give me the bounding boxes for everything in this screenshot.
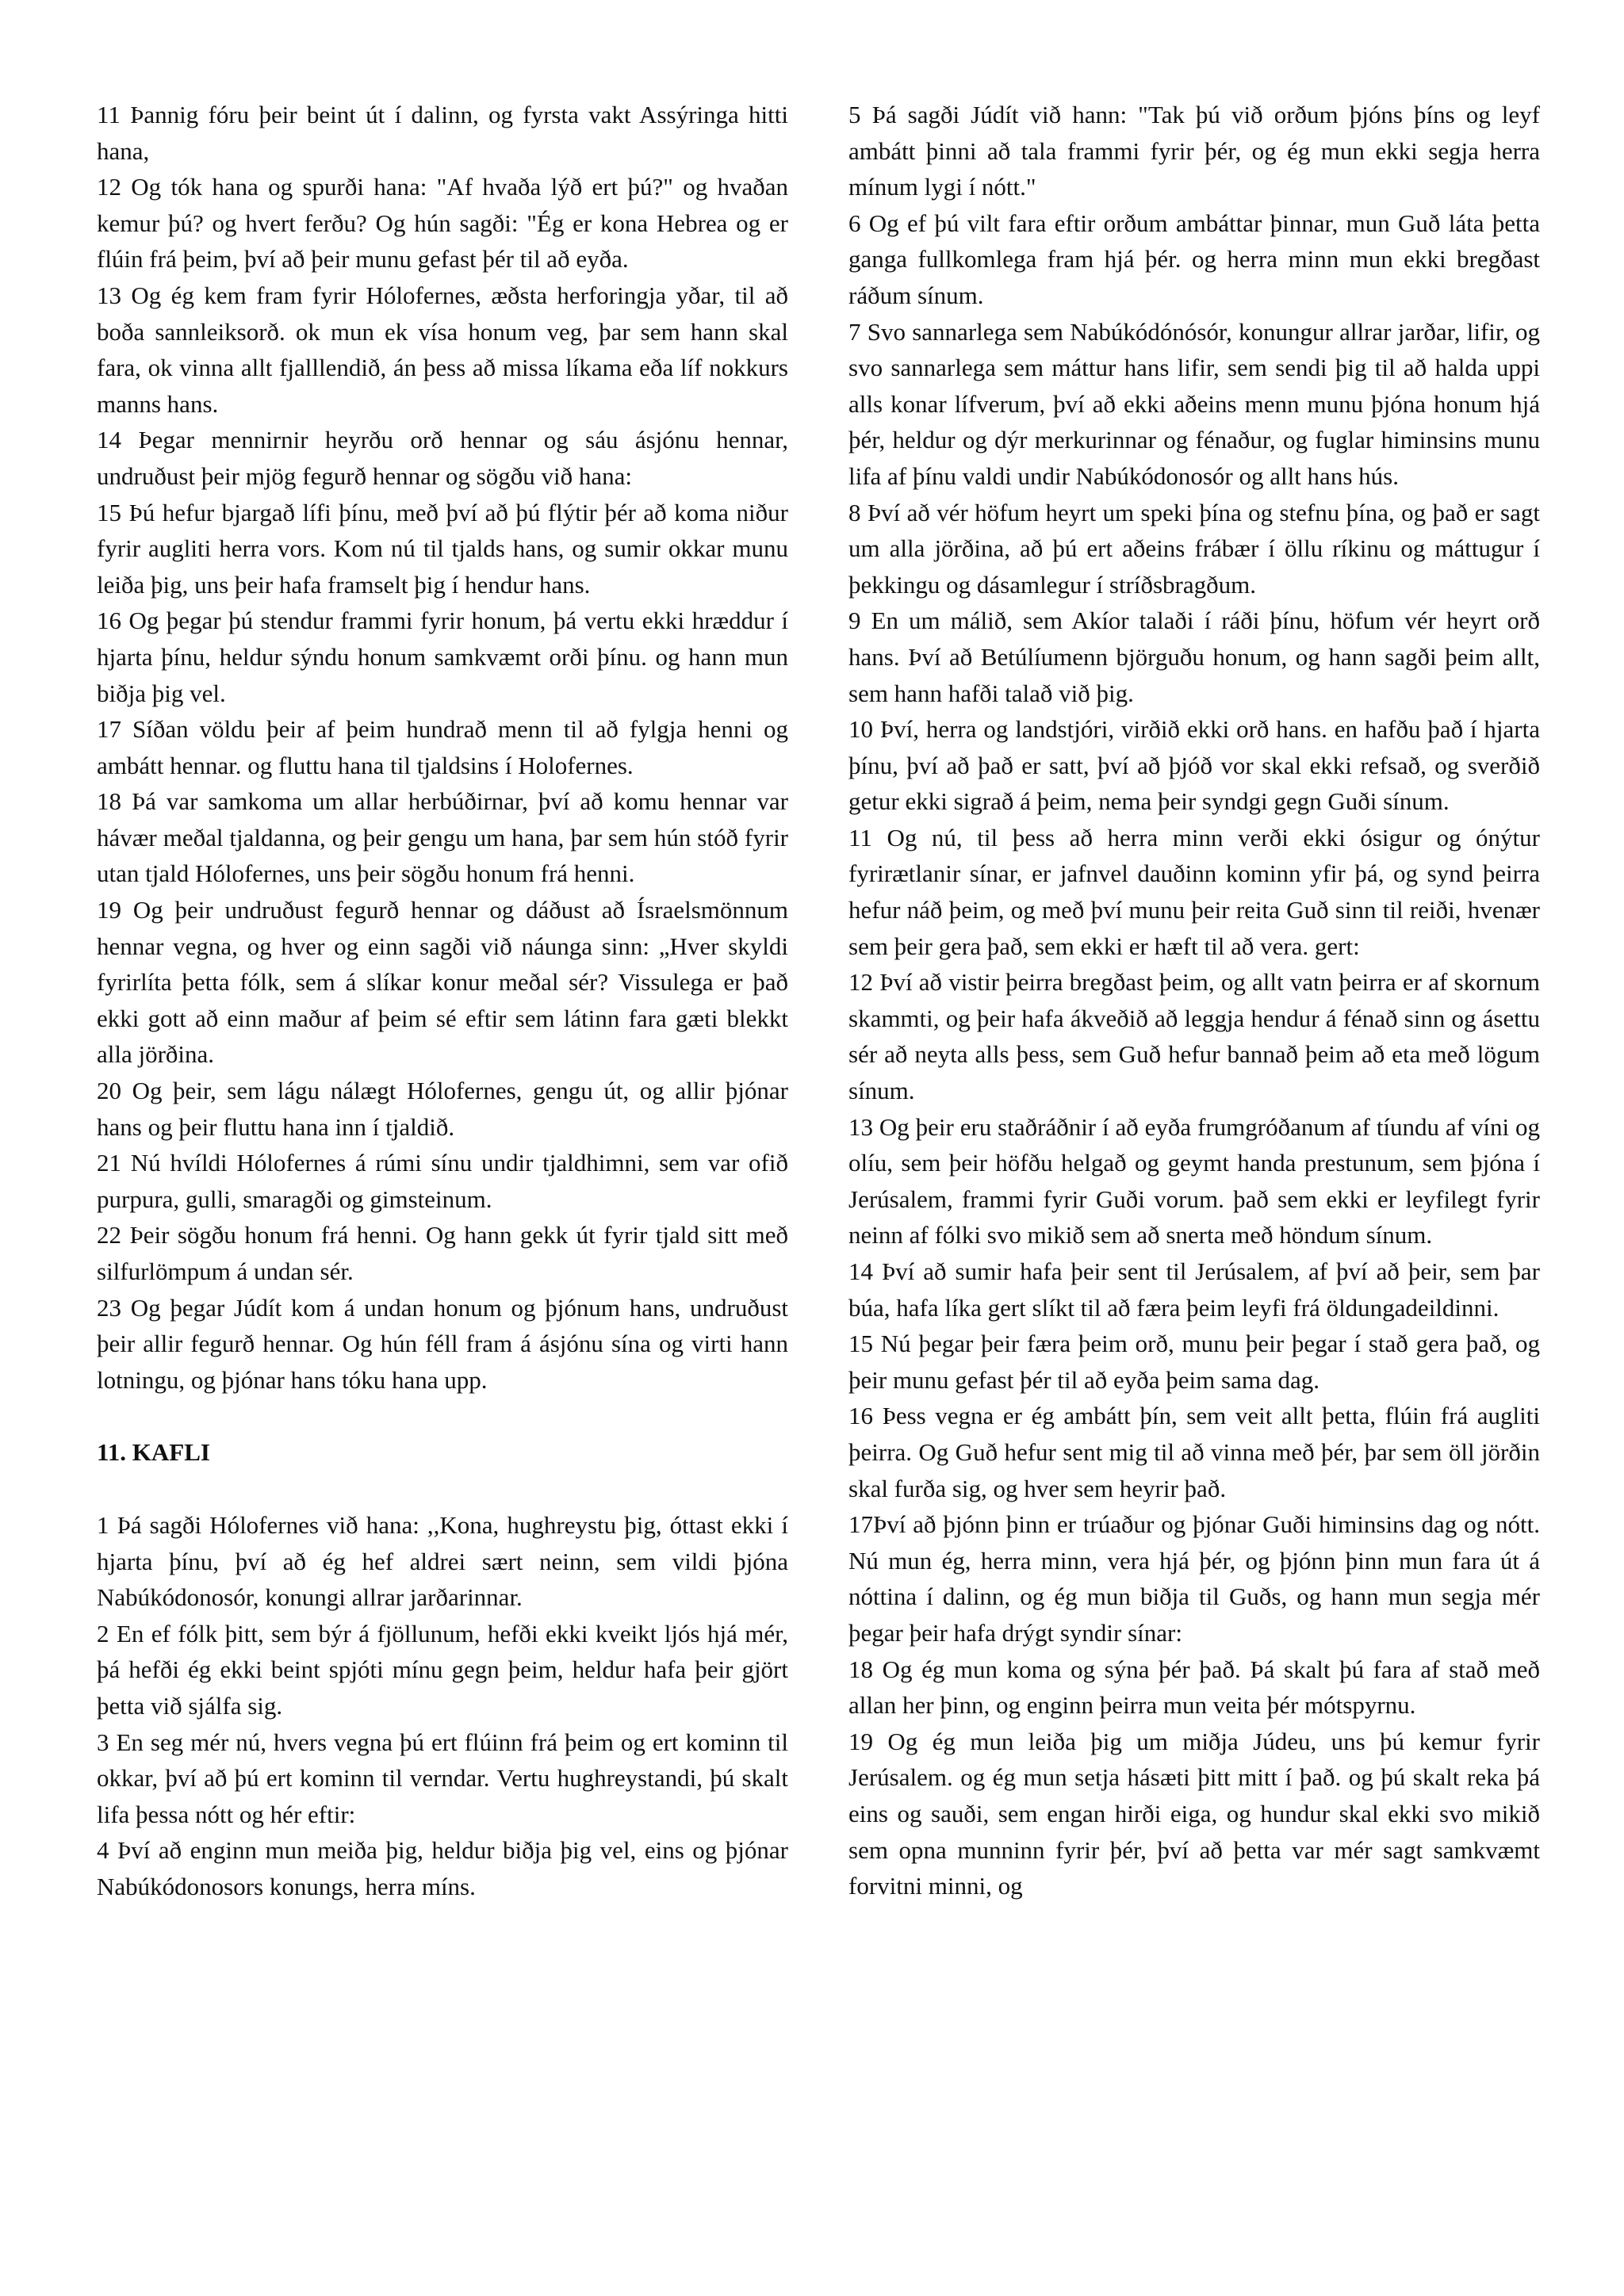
verses-before-heading [97, 97, 788, 1398]
verse-paragraph: 9 En um málið, sem Akíor talaði í ráði þínu, höfum vér heyrt orð hans. Því að Betúlíumenn björguðu honum, og hann sagði þeim allt, sem hann hafði talað við þig. [848, 607, 1540, 707]
verse-paragraph: 7 Svo sannarlega sem Nabúkódónósór, konungur allrar jarðar, lifir, og svo sannarlega sem máttur hans lifir, sem sendi þig til að halda uppi alls konar lífverum, því að ekki aðeins menn munu þjóna honum hjá þér, heldur og dýr merkurinnar og fénaður, og fuglar himinsins munu lifa af þínu valdi undir Nabúkódonosór og allt hans hús. [848, 317, 1540, 490]
verse-paragraph: 4 Því að enginn mun meiða þig, heldur biðja þig vel, eins og þjónar Nabúkódonosors konungs, herra míns. [97, 1836, 788, 1900]
verse-paragraph: 12 Og tók hana og spurði hana: "Af hvaða lýð ert þú?" og hvaðan kemur þú? og hvert ferðu? Og hún sagði: "Ég er kona Hebrea og er flúin frá þeim, því að þeir munu gefast þér til að eyða. [97, 173, 788, 274]
verse-paragraph: 15 Nú þegar þeir færa þeim orð, munu þeir þegar í stað gera það, og þeir munu gefast þér til að eyða þeim sama dag. [848, 1330, 1540, 1394]
verse-paragraph: 17Því að þjónn þinn er trúaður og þjónar Guði himinsins dag og nótt. Nú mun ég, herra minn, vera hjá þér, og þjónn þinn mun fara út á nóttina í dalinn, og ég mun biðja til Guðs, og hann mun segja mér þegar þeir hafa drýgt syndir sínar: [848, 1510, 1540, 1647]
verse-paragraph: 18 Þá var samkoma um allar herbúðirnar, því að komu hennar var hávær meðal tjaldanna, og þeir gengu um hana, þar sem hún stóð fyrir utan tjald Hólofernes, uns þeir sögðu honum frá henni. [97, 787, 788, 888]
verse-paragraph: 22 Þeir sögðu honum frá henni. Og hann gekk út fyrir tjald sitt með silfurlömpum á undan sér. [97, 1221, 788, 1285]
right-column [848, 97, 1540, 1904]
verse-paragraph: 20 Og þeir, sem lágu nálægt Hólofernes, gengu út, og allir þjónar hans og þeir fluttu hana inn í tjaldið. [97, 1077, 788, 1141]
verse-paragraph: 13 Og ég kem fram fyrir Hólofernes, æðsta herforingja yðar, til að boða sannleiksorð. ok mun ek vísa honum veg, þar sem hann skal fara, ok vinna allt fjalllendið, án þess að missa líkama eða líf nokkurs manns hans. [97, 281, 788, 418]
verse-paragraph: 21 Nú hvíldi Hólofernes á rúmi sínu undir tjaldhimni, sem var ofið purpura, gulli, smaragði og gimsteinum. [97, 1149, 788, 1213]
verse-paragraph: 19 Og ég mun leiða þig um miðja Júdeu, uns þú kemur fyrir Jerúsalem. og ég mun setja hásæti þitt mitt í það. og þú skalt reka þá eins og sauði, sem engan hirði eiga, og hundur skal ekki svo mikið sem opna munninn fyrir þér, því að þetta var mér sagt samkvæmt forvitni minni, og [848, 1727, 1540, 1900]
verse-paragraph: 16 Og þegar þú stendur frammi fyrir honum, þá vertu ekki hræddur í hjarta þínu, heldur sýndu honum samkvæmt orði þínu. og hann mun biðja þig vel. [97, 607, 788, 707]
verse-paragraph: 19 Og þeir undruðust fegurð hennar og dáðust að Ísraelsmönnum hennar vegna, og hver og einn sagði við náunga sinn: „Hver skyldi fyrirlíta þetta fólk, sem á slíkar konur meðal sér? Vissulega er það ekki gott að einn maður af þeim sé eftir sem látinn fara gæti blekkt alla jörðina. [97, 896, 788, 1069]
verse-paragraph: 11 Þannig fóru þeir beint út í dalinn, og fyrsta vakt Assýringa hitti hana, [97, 101, 788, 165]
verse-paragraph: 13 Og þeir eru staðráðnir í að eyða frumgróðanum af tíundu af víni og olíu, sem þeir höfðu helgað og geymt handa prestunum, sem þjóna í Jerúsalem, frammi fyrir Guði vorum. það sem ekki er leyfilegt fyrir neinn af fólki svo mikið sem að snerta með höndum sínum. [848, 1112, 1540, 1249]
verse-paragraph: 2 En ef fólk þitt, sem býr á fjöllunum, hefði ekki kveikt ljós hjá mér, þá hefði ég ekki beint spjóti mínu gegn þeim, heldur hafa þeir gjört þetta við sjálfa sig. [97, 1619, 788, 1720]
verse-paragraph: 5 Þá sagði Júdít við hann: "Tak þú við orðum þjóns þíns og leyf ambátt þinni að tala frammi fyrir þér, og ég mun ekki segja herra mínum lygi í nótt." [848, 101, 1540, 201]
verse-paragraph: 11 Og nú, til þess að herra minn verði ekki ósigur og ónýtur fyrirætlanir sínar, er jafnvel dauðinn kominn yfir þá, og synd þeirra hefur náð þeim, og með því munu þeir reita Guð sinn til reiði, hvenær sem þeir gera það, sem ekki er hæft til að vera. gert: [848, 823, 1540, 960]
verse-paragraph: 16 Þess vegna er ég ambátt þín, sem veit allt þetta, flúin frá augliti þeirra. Og Guð hefur sent mig til að vinna með þér, þar sem öll jörðin skal furða sig, og hver sem heyrir það. [848, 1402, 1540, 1502]
chapter-heading: 11. KAFLI [97, 1438, 210, 1467]
left-column [97, 97, 788, 1905]
verse-paragraph: 14 Þegar mennirnir heyrðu orð hennar og sáu ásjónu hennar, undruðust þeir mjög fegurð hennar og sögðu við hana: [97, 426, 788, 490]
verse-paragraph: 17 Síðan völdu þeir af þeim hundrað menn til að fylgja henni og ambátt hennar. og fluttu hana til tjaldsins í Holofernes. [97, 715, 788, 779]
verse-paragraph: 1 Þá sagði Hólofernes við hana: ,,Kona, hughreystu þig, óttast ekki í hjarta þínu, því að ég hef aldrei sært neinn, sem vildi þjóna Nabúkódonosór, konungi allrar jarðarinnar. [97, 1510, 788, 1612]
verse-paragraph: 12 Því að vistir þeirra bregðast þeim, og allt vatn þeirra er af skornum skammti, og þeir hafa ákveðið að leggja hendur á fénað sinn og ásettu sér að neyta alls þess, sem Guð hefur bannað þeim að eta með lögum sínum. [848, 968, 1540, 1105]
verse-paragraph: 3 En seg mér nú, hvers vegna þú ert flúinn frá þeim og ert kominn til okkar, því að þú ert kominn til verndar. Vertu hughreystandi, þú skalt lifa þessa nótt og hér eftir: [97, 1728, 788, 1828]
verse-paragraph: 8 Því að vér höfum heyrt um speki þína og stefnu þína, og það er sagt um alla jörðina, að þú ert aðeins frábær í öllu ríkinu og máttugur í þekkingu og dásamlegur í stríðsbragðum. [848, 498, 1540, 599]
verse-paragraph: 14 Því að sumir hafa þeir sent til Jerúsalem, af því að þeir, sem þar búa, hafa líka gert slíkt til að færa þeim leyfi frá öldungadeildinni. [848, 1257, 1540, 1322]
verse-paragraph: 18 Og ég mun koma og sýna þér það. Þá skalt þú fara af stað með allan her þinn, og enginn þeirra mun veita þér mótspyrnu. [848, 1655, 1540, 1720]
verse-paragraph: 6 Og ef þú vilt fara eftir orðum ambáttar þinnar, mun Guð láta þetta ganga fullkomlega fram hjá þér. og herra minn mun ekki bregðast ráðum sínum. [848, 209, 1540, 309]
verse-paragraph: 23 Og þegar Júdít kom á undan honum og þjónum hans, undruðust þeir allir fegurð hennar. Og hún féll fram á ásjónu sína og virti hann lotningu, og þjónar hans tóku hana upp. [97, 1293, 788, 1394]
verses-after-heading [97, 1507, 788, 1905]
verse-paragraph: 10 Því, herra og landstjóri, virðið ekki orð hans. en hafðu það í hjarta þínu, því að það er satt, því að þjóð vor skal ekki refsað, og sverðið getur ekki sigrað á þeim, nema þeir syndgi gegn Guði sínum. [848, 715, 1540, 816]
verse-paragraph: 15 Þú hefur bjargað lífi þínu, með því að þú flýtir þér að koma niður fyrir augliti herra vors. Kom nú til tjalds hans, og sumir okkar munu leiða þig, uns þeir hafa framselt þig í hendur hans. [97, 498, 788, 599]
